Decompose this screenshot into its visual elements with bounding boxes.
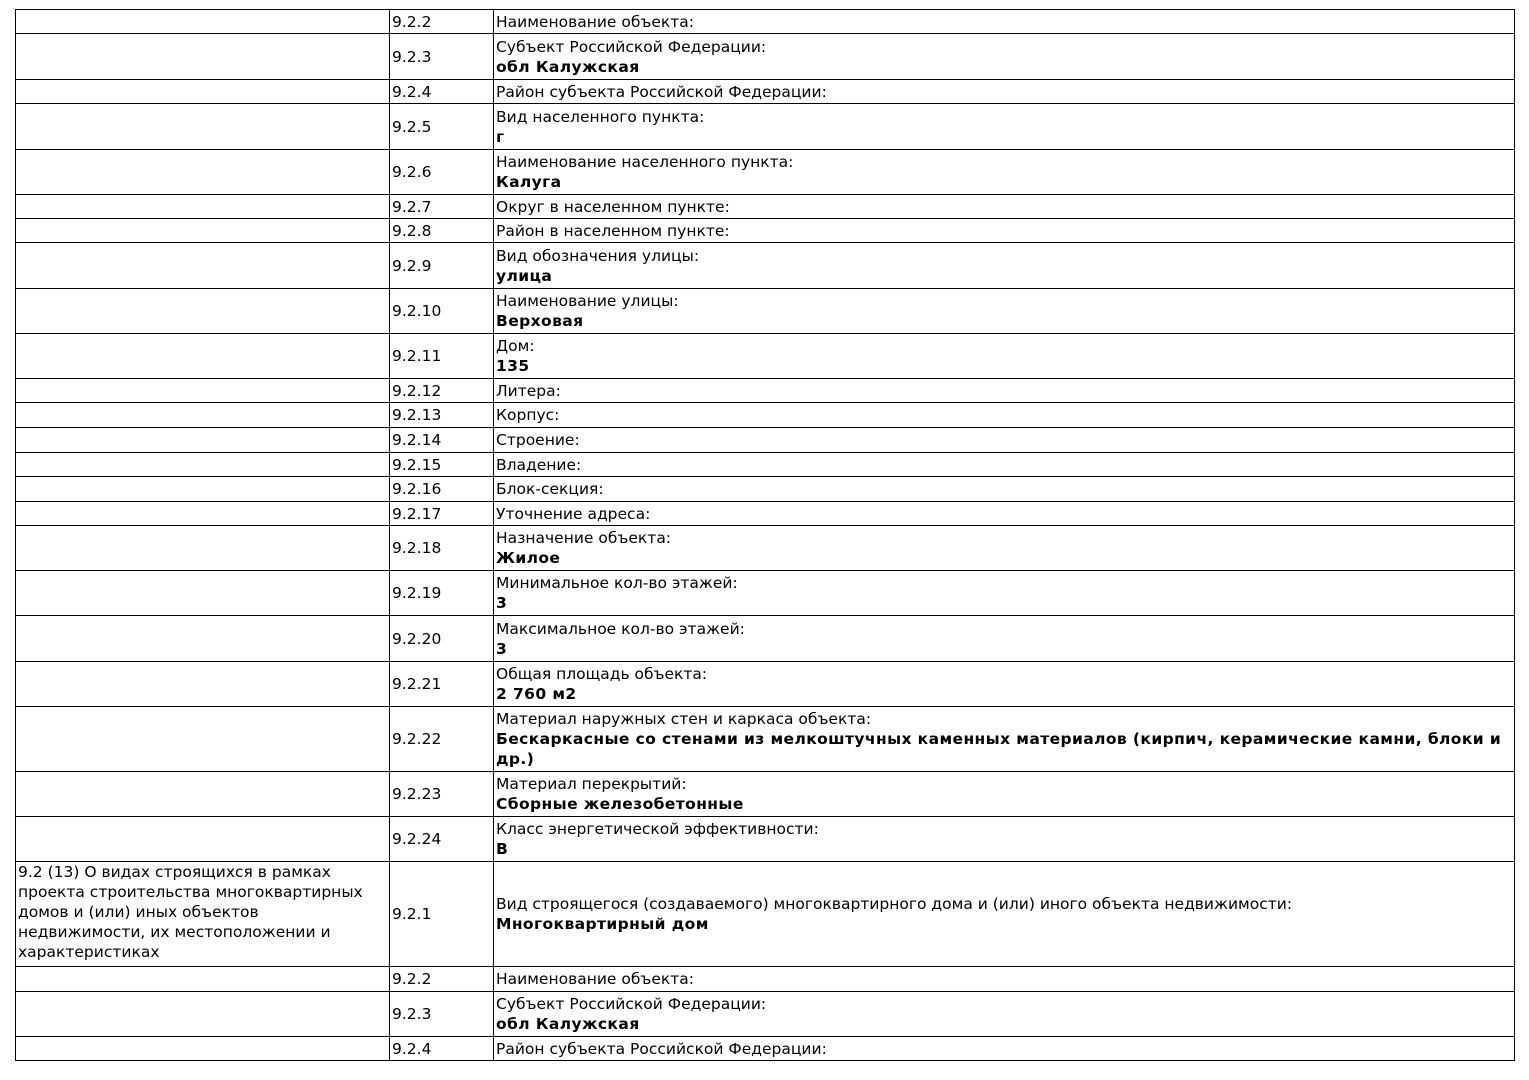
table-row (16, 477, 1515, 502)
field-label: Дом: (496, 337, 535, 355)
item-content-cell (494, 219, 1515, 243)
item-code-cell: 9.2.9 (390, 243, 494, 289)
section-cell (16, 526, 390, 571)
field-label: Наименование населенного пункта: (496, 153, 794, 171)
section-cell (16, 992, 390, 1037)
section-cell (16, 219, 390, 243)
item-content-cell (494, 334, 1515, 379)
field-label: Владение: (496, 455, 582, 474)
field-label: Общая площадь объекта: (496, 665, 708, 683)
field-value: Калуга (496, 173, 562, 191)
item-code-cell: 9.2.3 (390, 34, 494, 80)
section-cell (16, 104, 390, 150)
section-cell (16, 403, 390, 428)
field-label: Уточнение адреса: (496, 504, 651, 523)
field-label: Наименование объекта: (496, 970, 695, 988)
field-label: Округ в населенном пункте: (496, 197, 730, 216)
item-content-cell (494, 379, 1515, 403)
item-code-cell: 9.2.22 (390, 707, 494, 772)
item-code-cell: 9.2.24 (390, 817, 494, 862)
field-value: Жилое (496, 549, 561, 567)
section-cell (16, 772, 390, 817)
field-value: обл Калужская (496, 57, 640, 76)
item-content-cell (494, 104, 1515, 150)
section-cell (16, 967, 390, 992)
field-label: Минимальное кол-во этажей: (496, 574, 738, 592)
item-code-cell: 9.2.1 (390, 862, 494, 967)
section-cell (16, 453, 390, 477)
table-row (16, 502, 1515, 526)
field-label: Материал перекрытий: (496, 775, 687, 793)
table-row (16, 453, 1515, 477)
table-row (16, 379, 1515, 403)
field-value: Бескаркасные со стенами из мелкоштучных каменных материалов (кирпич, керамические камни, блоки и др.) (496, 730, 1502, 768)
item-content-cell (494, 526, 1515, 571)
item-code-cell: 9.2.20 (390, 616, 494, 662)
item-code-cell: 9.2.15 (390, 453, 494, 477)
item-code-cell: 9.2.19 (390, 571, 494, 616)
table-row (16, 571, 1515, 616)
item-content-cell (494, 967, 1515, 992)
item-content-cell (494, 289, 1515, 334)
table-row (16, 1037, 1515, 1061)
table-row (16, 10, 1515, 34)
field-label: Материал наружных стен и каркаса объекта: (496, 710, 872, 728)
item-code-cell: 9.2.17 (390, 502, 494, 526)
section-cell (16, 571, 390, 616)
table-row (16, 104, 1515, 150)
item-code-cell: 9.2.23 (390, 772, 494, 817)
field-label: Назначение объекта: (496, 529, 672, 547)
field-label: Район в населенном пункте: (496, 221, 730, 240)
section-cell (16, 477, 390, 502)
table-row (16, 772, 1515, 817)
field-label: Блок-секция: (496, 480, 604, 498)
field-label: Субъект Российской Федерации: (496, 995, 767, 1013)
item-code-cell: 9.2.11 (390, 334, 494, 379)
table-row (16, 195, 1515, 219)
table-row (16, 967, 1515, 992)
table-row (16, 289, 1515, 334)
section-cell (16, 707, 390, 772)
item-code-cell: 9.2.5 (390, 104, 494, 150)
section-cell (16, 379, 390, 403)
item-content-cell (494, 1037, 1515, 1061)
field-value: 2 760 м2 (496, 685, 577, 703)
item-content-cell (494, 453, 1515, 477)
table-row (16, 862, 1515, 967)
item-content-cell (494, 403, 1515, 428)
item-code-cell: 9.2.4 (390, 1037, 494, 1061)
field-value: 3 (496, 639, 508, 658)
item-code-cell: 9.2.14 (390, 428, 494, 453)
section-cell (16, 662, 390, 707)
item-content-cell (494, 707, 1515, 772)
section-cell (16, 80, 390, 104)
item-content-cell (494, 992, 1515, 1037)
item-content-cell (494, 428, 1515, 453)
item-content-cell (494, 772, 1515, 817)
field-value: Многоквартирный дом (496, 915, 709, 933)
table-row (16, 34, 1515, 80)
table-row (16, 616, 1515, 662)
table-row (16, 526, 1515, 571)
project-declaration-table (15, 9, 1515, 1061)
item-content-cell (494, 10, 1515, 34)
field-label: Литера: (496, 381, 561, 400)
field-label: Субъект Российской Федерации: (496, 37, 767, 56)
item-content-cell (494, 502, 1515, 526)
item-code-cell: 9.2.2 (390, 967, 494, 992)
field-label: Корпус: (496, 406, 560, 424)
item-code-cell: 9.2.2 (390, 10, 494, 34)
item-content-cell (494, 80, 1515, 104)
section-cell (16, 150, 390, 195)
table-row (16, 707, 1515, 772)
field-value: Сборные железобетонные (496, 795, 744, 813)
item-content-cell (494, 195, 1515, 219)
field-value: обл Калужская (496, 1015, 640, 1033)
field-value: 135 (496, 357, 530, 375)
field-label: Наименование объекта: (496, 12, 695, 31)
table-row (16, 428, 1515, 453)
item-code-cell: 9.2.8 (390, 219, 494, 243)
section-cell (16, 616, 390, 662)
item-content-cell (494, 243, 1515, 289)
item-content-cell (494, 477, 1515, 502)
field-label: Класс энергетической эффективности: (496, 820, 819, 838)
field-label: Максимальное кол-во этажей: (496, 619, 745, 638)
item-code-cell: 9.2.12 (390, 379, 494, 403)
table-body (16, 10, 1515, 1061)
item-content-cell (494, 571, 1515, 616)
section-cell (16, 34, 390, 80)
table-row (16, 243, 1515, 289)
field-label: Строение: (496, 431, 580, 449)
table-row (16, 334, 1515, 379)
item-code-cell: 9.2.3 (390, 992, 494, 1037)
field-value: 3 (496, 594, 508, 612)
section-cell (16, 502, 390, 526)
section-cell (16, 195, 390, 219)
field-label: Район субъекта Российской Федерации: (496, 82, 827, 101)
item-content-cell (494, 616, 1515, 662)
table-row (16, 150, 1515, 195)
item-content-cell (494, 817, 1515, 862)
field-value: улица (496, 266, 553, 285)
field-label: Вид обозначения улицы: (496, 246, 700, 265)
field-label: Район субъекта Российской Федерации: (496, 1039, 827, 1058)
item-code-cell: 9.2.18 (390, 526, 494, 571)
field-label: Вид строящегося (создаваемого) многоквартирного дома и (или) иного объекта недвижимости: (496, 895, 1293, 913)
item-content-cell (494, 34, 1515, 80)
table-row (16, 992, 1515, 1037)
section-cell (16, 334, 390, 379)
item-content-cell (494, 862, 1515, 967)
table-row (16, 219, 1515, 243)
item-code-cell: 9.2.13 (390, 403, 494, 428)
item-code-cell: 9.2.4 (390, 80, 494, 104)
field-value: В (496, 840, 509, 858)
section-cell (16, 817, 390, 862)
item-code-cell: 9.2.16 (390, 477, 494, 502)
item-code-cell: 9.2.6 (390, 150, 494, 195)
section-cell (16, 1037, 390, 1061)
table-row (16, 817, 1515, 862)
item-code-cell: 9.2.7 (390, 195, 494, 219)
section-cell: 9.2 (13) О видах строящихся в рамках проекта строительства многоквартирных домов и (или) иных объектов недвижимости, их местоположении и характеристиках (16, 862, 390, 967)
section-cell (16, 243, 390, 289)
item-code-cell: 9.2.21 (390, 662, 494, 707)
item-content-cell (494, 662, 1515, 707)
table-row (16, 662, 1515, 707)
field-value: г (496, 127, 505, 146)
table-row (16, 80, 1515, 104)
field-label: Вид населенного пункта: (496, 107, 705, 126)
field-value: Верховая (496, 312, 584, 330)
section-cell (16, 428, 390, 453)
item-code-cell: 9.2.10 (390, 289, 494, 334)
table-row (16, 403, 1515, 428)
item-content-cell (494, 150, 1515, 195)
field-label: Наименование улицы: (496, 292, 679, 310)
section-cell (16, 10, 390, 34)
section-cell (16, 289, 390, 334)
